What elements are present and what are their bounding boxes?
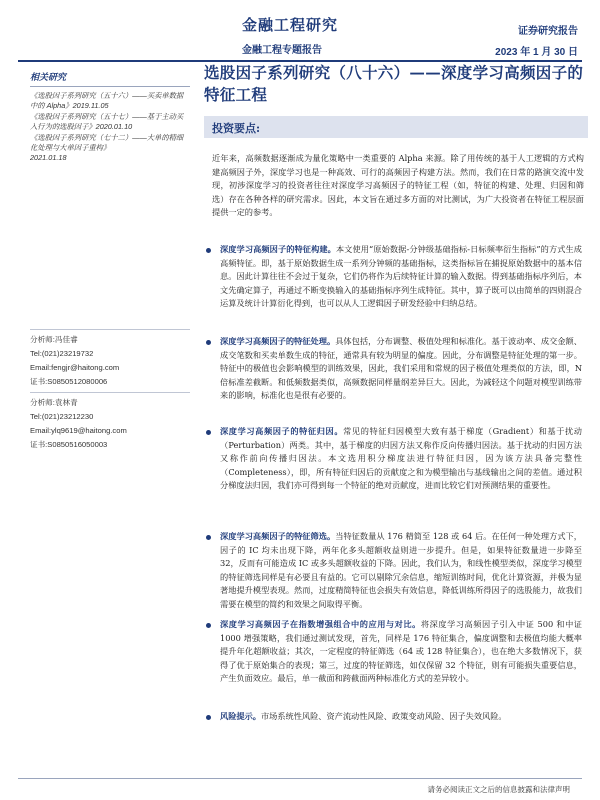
analyst-tel: Tel:(021)23212230 (30, 412, 94, 421)
report-title: 选股因子系列研究（八十六）——深度学习高频因子的特征工程 (204, 63, 584, 104)
bullet-feature-processing (204, 335, 582, 403)
related-research-title: 相关研究 (30, 72, 67, 82)
bullet-text: 常见的特征归因模型大致有基于梯度（Gradient）和基于扰动（Perturbation）两类。其中，基于梯度的归因方法又称作反向传播归因法。基于扰动的归因方法又称作前向传播归因法。本文选用积分梯度法进行特征归因，因为该方法具备完整性（Completeness），即，所有特征归因后的贡献度之和为模型输出与基线输出之间的差值。通过积分梯度法归因，我们亦可得到每一个特征的绝对贡献度，进而比较它们对预测结果的重要性。 (220, 426, 582, 490)
bullet-heading: 深度学习高频因子在指数增强组合中的应用与对比。 (220, 619, 421, 629)
analyst-email[interactable]: Email:ylq9619@haitong.com (30, 426, 127, 435)
analyst-cert: 证书:S0850512080006 (30, 377, 108, 386)
bullet-feature-selection (204, 530, 582, 611)
related-research (30, 70, 190, 163)
bullet-feature-attribution (204, 425, 582, 493)
bullet-text: 市场系统性风险、资产流动性风险、政策变动风险、因子失效风险。 (260, 711, 507, 721)
related-item-date: 2021.01.18 (30, 153, 67, 162)
bullet-text: 本文使用“原始数据-分钟级基础指标-日标频率衍生指标”的方式生成高频特征。即，基于原始数据生成一系列分钟频的基础指标，这类指标旨在捕捉原始数据中的基本信息。因此计算往往不会过于复杂，它们仍将作为后续特征计算的输入数据。得到基础指标序列后，本文先确定算子，再通过不断变换输入的基础指标序列生成特征。其中，算子既可以由简单的四则混合运算及统计计算衍化得到，也可以从人工逻辑因子研发经验中归纳总结。 (220, 244, 582, 308)
analyst-divider (30, 329, 190, 330)
intro-paragraph: 近年来，高频数据逐渐成为量化策略中一类重要的 Alpha 来源。除了用传统的基于人工逻辑的方式构建高频因子外，深度学习也是一种高效、可行的高频因子构建方法。然而，我们在日常的路演交流中发现，初涉深度学习的投资者往往对深度学习高频因子的特征工程（如，特征的构建、处理、归因和筛选）存在各种各样的研究需求。因此，本文旨在通过多方面的对比测试，为广大投资者在特征工程层面提供一定的参考。 (212, 153, 584, 217)
bullet-text: 当特征数量从 176 精简至 128 或 64 后。在任何一种处理方式下，因子的 IC 均未出现下降，两年化多头超额收益则进一步提升。但是，如果特征数量进一步降至 32，反而有可能造成 IC 或多头超额收益的下降。因此，我们认为，和线性模型类似，深度学习模型的特征筛选同样是有必要且有益的。它可以剔除冗余信息，缩短训练时间，优化计算资源，并极为显著地提升模型表现。然而，过度精简特征也会损失有效信息，降低训练所得因子的选股能力，故我们需要在模型的简约和效果之间取得平衡。 (220, 531, 582, 609)
bullet-heading: 深度学习高频因子的特征处理。 (220, 336, 336, 346)
related-item[interactable]: 《选股因子系列研究（五十六）——买卖单数据中的 Alpha》2019.11.05 (30, 91, 184, 110)
bullet-risk-warning (204, 710, 582, 724)
header-subtitle: 金融工程专题报告 (242, 45, 322, 56)
header-title: 金融工程研究 (242, 16, 339, 34)
analyst-email[interactable]: Email:fengjr@haitong.com (30, 363, 120, 372)
bullet-text: 将深度学习高频因子引入中证 500 和中证 1000 增强策略，我们通过测试发现，首先，同样是 176 特征集合，偏度调整和去极值均能大概率提升年化超额收益；其次，一定程度的特征筛选（64 或 128 特征集合），也在绝大多数情况下，获得了优于原始集合的表现；第三，过度的特征筛选，如仅保留 32 个特征，则有可能损失重要信息，产生负面效应。最后，单一截面和跨截面两种标准化方式的差异较小。 (220, 619, 582, 683)
bullet-heading: 深度学习高频因子的特征构建。 (220, 244, 336, 254)
footer-divider (18, 778, 582, 779)
analyst-tel: Tel:(021)23219732 (30, 349, 94, 358)
bullet-heading: 风险提示。 (220, 711, 261, 721)
bullet-feature-construction (204, 243, 582, 311)
related-item[interactable]: 《选股因子系列研究（七十二）——大单的精细化处理与大单因子重构》 (30, 133, 184, 152)
bullet-icon (206, 248, 211, 253)
analyst-name: 分析师:冯佳睿 (30, 335, 78, 344)
analyst-cert: 证书:S0850516050003 (30, 440, 108, 449)
report-type: 证券研究报告 (518, 26, 578, 37)
footer-disclaimer: 请务必阅读正文之后的信息披露和法律声明 (427, 785, 570, 794)
bullet-icon (206, 430, 211, 435)
bullet-icon (206, 535, 211, 540)
bullet-index-enhancement (204, 618, 582, 686)
sidebar-divider (30, 86, 190, 87)
bullet-heading: 深度学习高频因子的特征筛选。 (220, 531, 336, 541)
bullet-text: 具体包括，分布调整、极值处理和标准化。基于波动率、成交金额、成交笔数和买卖单数生成的特征，通常具有较为明显的偏度。因此，分布调整是特征处理的第一步。特征中的极值也会影响模型的训练效果，因此，我们采用和常规的因子极值处理类似的方法，即，N 倍标准差截断。和低频数据类似，高频数据同样量纲差异巨大。因此，为减轻这个问题对模型训练带来的影响，标准化也是很有必要的。 (220, 336, 582, 400)
bullet-heading: 深度学习高频因子的特征归因。 (220, 426, 344, 436)
analyst-divider (30, 392, 190, 393)
analyst-info (30, 326, 190, 452)
analyst-name: 分析师:袁林青 (30, 398, 78, 407)
report-date: 2023 年 1 月 30 日 (495, 47, 578, 58)
key-points-bar (204, 116, 588, 138)
bullet-icon (206, 623, 211, 628)
bullet-icon (206, 715, 211, 720)
related-item[interactable]: 《选股因子系列研究（五十七）——基于主动买入行为的选股因子》2020.01.10 (30, 112, 184, 131)
key-points-label: 投资要点: (212, 122, 261, 135)
bullet-icon (206, 340, 211, 345)
